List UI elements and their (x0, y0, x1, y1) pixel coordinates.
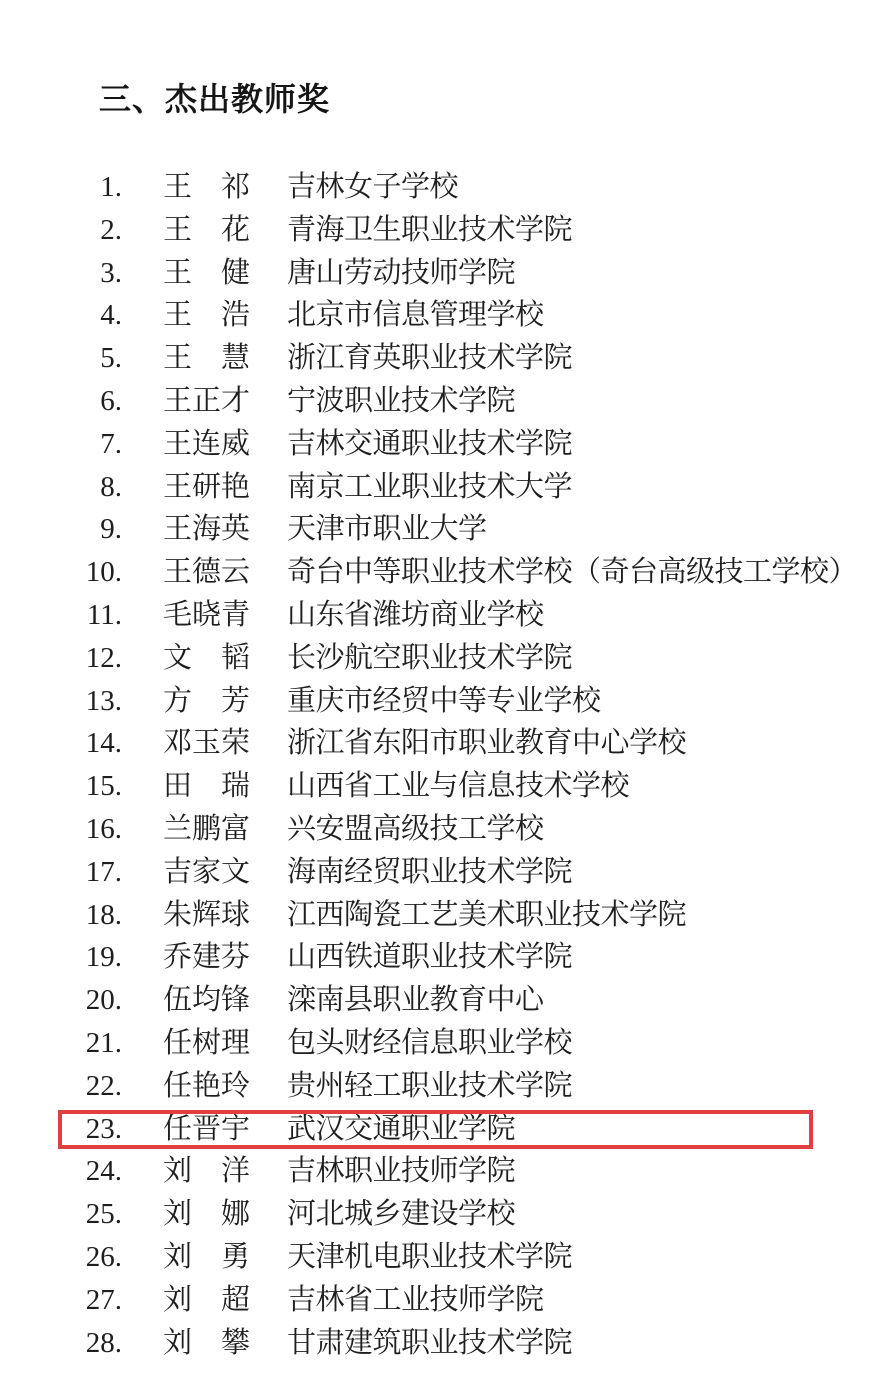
list-item (0, 380, 871, 423)
entry-number: 19. (85, 941, 122, 974)
list-item (0, 466, 871, 509)
entry-number: 9. (100, 513, 122, 546)
list-item (0, 765, 871, 808)
entry-name: 王正才 (163, 384, 251, 417)
entry-name: 王研艳 (163, 470, 251, 503)
list-item (0, 979, 871, 1022)
entry-name: 刘 勇 (163, 1240, 251, 1273)
entry-school: 兴安盟高级技工学校 (287, 812, 544, 845)
entry-name: 王 祁 (163, 171, 251, 203)
entry-school: 武汉交通职业学院 (287, 1112, 516, 1145)
entry-number: 7. (100, 427, 122, 460)
entry-school: 天津市职业大学 (287, 513, 487, 546)
entry-name: 伍均锋 (163, 984, 251, 1017)
entry-school: 吉林交通职业技术学院 (287, 427, 573, 460)
entry-number: 18. (85, 898, 122, 931)
entry-number: 4. (100, 299, 122, 332)
entry-name: 刘 娜 (163, 1198, 251, 1231)
list-item (0, 294, 871, 337)
entry-name: 王连威 (163, 427, 251, 460)
entry-school: 包头财经信息职业学校 (287, 1026, 573, 1059)
entry-number: 15. (85, 770, 122, 803)
entry-number: 24. (85, 1155, 122, 1188)
list-item (0, 252, 871, 295)
entry-name: 刘 攀 (163, 1326, 251, 1359)
list-item (0, 1108, 871, 1151)
entry-school: 浙江育英职业技术学院 (287, 342, 573, 375)
list-item (0, 894, 871, 937)
entry-name: 吉家文 (163, 855, 251, 888)
entry-school: 南京工业职业技术大学 (287, 470, 573, 503)
entry-school: 宁波职业技术学院 (287, 384, 516, 417)
list-item (0, 1150, 871, 1193)
entry-name: 王 健 (163, 256, 251, 289)
entry-school: 吉林女子学校 (287, 171, 459, 203)
list-item (0, 166, 871, 209)
entry-school: 吉林职业技师学院 (287, 1155, 516, 1188)
entry-school: 海南经贸职业技术学院 (287, 855, 573, 888)
entry-number: 20. (85, 984, 122, 1017)
entry-name: 刘 超 (163, 1283, 251, 1316)
entry-name: 毛晓青 (163, 598, 251, 631)
entry-number: 17. (85, 855, 122, 888)
entry-number: 27. (85, 1283, 122, 1316)
entry-name: 王 慧 (163, 342, 251, 375)
list-item (0, 1065, 871, 1108)
entry-number: 1. (100, 171, 122, 203)
list-item (0, 209, 871, 252)
entry-number: 13. (85, 684, 122, 717)
list-item (0, 594, 871, 637)
list-item (0, 337, 871, 380)
list-item (0, 1322, 871, 1365)
entry-name: 王海英 (163, 513, 251, 546)
entry-number: 26. (85, 1240, 122, 1273)
list-item (0, 808, 871, 851)
entry-number: 23. (85, 1112, 122, 1145)
section-heading: 三、杰出教师奖 (99, 81, 331, 117)
entry-school: 河北城乡建设学校 (287, 1198, 516, 1231)
entry-number: 8. (100, 470, 122, 503)
entry-name: 乔建芬 (163, 941, 251, 974)
entry-school: 山东省潍坊商业学校 (287, 598, 544, 631)
entry-school: 浙江省东阳市职业教育中心学校 (287, 727, 687, 760)
entry-school: 滦南县职业教育中心 (287, 984, 544, 1017)
list-item (0, 1236, 871, 1279)
entry-name: 朱辉球 (163, 898, 251, 931)
list-item (0, 423, 871, 466)
entry-school: 唐山劳动技师学院 (287, 256, 516, 289)
entry-number: 12. (85, 641, 122, 674)
award-list (0, 166, 871, 1364)
entry-name: 王 浩 (163, 299, 251, 332)
list-item (0, 680, 871, 723)
list-item (0, 508, 871, 551)
entry-school: 天津机电职业技术学院 (287, 1240, 573, 1273)
entry-name: 王德云 (163, 556, 251, 589)
entry-school: 山西省工业与信息技术学校 (287, 770, 630, 803)
list-item (0, 1022, 871, 1065)
entry-name: 任艳玲 (163, 1069, 251, 1102)
entry-name: 方 芳 (163, 684, 251, 717)
entry-number: 28. (85, 1326, 122, 1359)
entry-number: 10. (85, 556, 122, 589)
entry-number: 16. (85, 812, 122, 845)
entry-number: 14. (85, 727, 122, 760)
entry-number: 2. (100, 213, 122, 246)
list-item (0, 722, 871, 765)
entry-name: 文 韬 (163, 641, 251, 674)
entry-school: 重庆市经贸中等专业学校 (287, 684, 601, 717)
list-item (0, 1279, 871, 1322)
entry-name: 田 瑞 (163, 770, 251, 803)
entry-name: 任晋宇 (163, 1112, 251, 1145)
entry-number: 6. (100, 384, 122, 417)
entry-number: 21. (85, 1026, 122, 1059)
entry-school: 山西铁道职业技术学院 (287, 941, 573, 974)
list-item (0, 1193, 871, 1236)
entry-name: 王 花 (163, 213, 251, 246)
entry-name: 兰鹏富 (163, 812, 251, 845)
entry-school: 吉林省工业技师学院 (287, 1283, 544, 1316)
list-item (0, 551, 871, 594)
list-item (0, 637, 871, 680)
entry-school: 北京市信息管理学校 (287, 299, 544, 332)
entry-name: 刘 洋 (163, 1155, 251, 1188)
entry-name: 邓玉荣 (163, 727, 251, 760)
entry-number: 22. (85, 1069, 122, 1102)
list-item (0, 936, 871, 979)
entry-number: 25. (85, 1198, 122, 1231)
entry-school: 贵州轻工职业技术学院 (287, 1069, 573, 1102)
entry-number: 3. (100, 256, 122, 289)
entry-number: 11. (86, 598, 122, 631)
entry-school: 奇台中等职业技术学校（奇台高级技工学校） (287, 556, 858, 589)
entry-number: 5. (100, 342, 122, 375)
entry-school: 甘肃建筑职业技术学院 (287, 1326, 573, 1359)
list-item (0, 851, 871, 894)
entry-school: 长沙航空职业技术学院 (287, 641, 573, 674)
entry-school: 江西陶瓷工艺美术职业技术学院 (287, 898, 687, 931)
entry-name: 任树理 (163, 1026, 251, 1059)
entry-school: 青海卫生职业技术学院 (287, 213, 573, 246)
